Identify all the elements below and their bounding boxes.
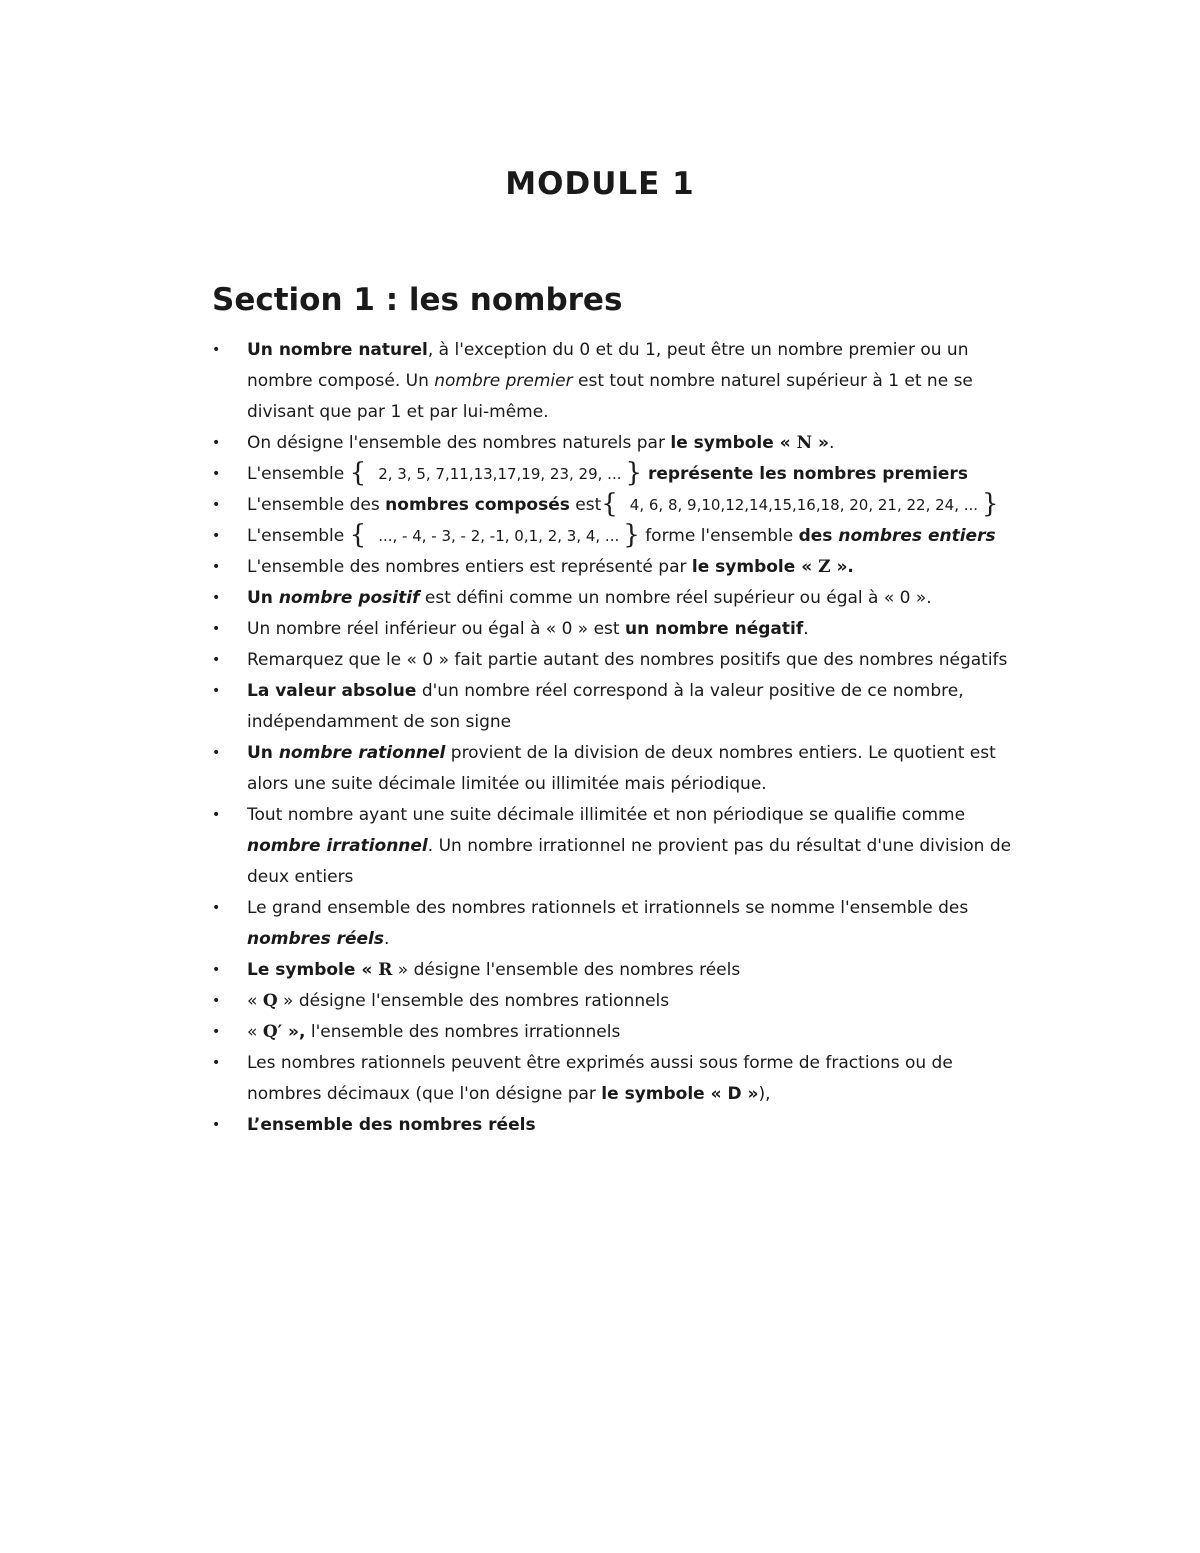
definitions-list — [212, 335, 1032, 1141]
open-brace: { — [601, 489, 618, 519]
list-item: • La valeur absolue d'un nombre réel correspond à la valeur positive de ce nombre, indépendamment de son signe — [212, 676, 1032, 738]
list-item: • Les nombres rationnels peuvent être exprimés aussi sous forme de fractions ou de nombres décimaux (que l'on désigne par le symbole « D »), — [212, 1048, 1032, 1110]
open-brace: { — [349, 458, 367, 488]
set-symbol: Q′ — [262, 1022, 283, 1042]
list-item: • L’ensemble des nombres réels — [212, 1110, 1032, 1141]
set-elements: 2, 3, 5, 7,11,13,17,19, 23, 29, ... — [378, 465, 622, 483]
set-elements: 4, 6, 8, 9,10,12,14,15,16,18, 20, 21, 22, 24, ... — [629, 496, 979, 514]
list-item: • Le grand ensemble des nombres rationnels et irrationnels se nomme l'ensemble des nombres réels. — [212, 893, 1032, 955]
list-item: • L'ensemble des nombres composés est{ 4, 6, 8, 9,10,12,14,15,16,18, 20, 21, 22, 24, ... } — [212, 490, 1032, 521]
set-symbol: N — [796, 433, 813, 453]
set-elements: ..., - 4, - 3, - 2, -1, 0,1, 2, 3, 4, ... — [378, 527, 620, 545]
set-symbol: R — [378, 960, 393, 980]
list-item: • Tout nombre ayant une suite décimale illimitée et non périodique se qualifie comme nombre irrationnel. Un nombre irrationnel ne provient pas du résultat d'une division de deux entiers — [212, 800, 1032, 893]
document-title: MODULE 1 — [505, 166, 695, 202]
close-brace: } — [623, 520, 640, 550]
list-item: • Un nombre naturel, à l'exception du 0 et du 1, peut être un nombre premier ou un nombre composé. Un nombre premier est tout nombre naturel supérieur à 1 et ne se divisant que par 1 et par lui-même. — [212, 335, 1032, 428]
set-symbol: Z — [818, 557, 831, 577]
list-item: • On désigne l'ensemble des nombres naturels par le symbole « N ». — [212, 428, 1032, 459]
list-item: • Le symbole « R » désigne l'ensemble des nombres réels — [212, 955, 1032, 986]
open-brace: { — [349, 520, 367, 550]
list-item: • L'ensemble des nombres entiers est représenté par le symbole « Z ». — [212, 552, 1032, 583]
list-item: • « Q » désigne l'ensemble des nombres rationnels — [212, 986, 1032, 1017]
list-item: • Remarquez que le « 0 » fait partie autant des nombres positifs que des nombres négatifs — [212, 645, 1032, 676]
list-item: • L'ensemble { ..., - 4, - 3, - 2, -1, 0,1, 2, 3, 4, ... } forme l'ensemble des nombres entiers — [212, 521, 1032, 552]
close-brace: } — [625, 458, 643, 488]
list-item: • Un nombre rationnel provient de la division de deux nombres entiers. Le quotient est alors une suite décimale limitée ou illimitée mais périodique. — [212, 738, 1032, 800]
list-item: • L'ensemble { 2, 3, 5, 7,11,13,17,19, 23, 29, ... } représente les nombres premiers — [212, 459, 1032, 490]
list-item: • Un nombre positif est défini comme un nombre réel supérieur ou égal à « 0 ». — [212, 583, 1032, 614]
list-item: • Un nombre réel inférieur ou égal à « 0 » est un nombre négatif. — [212, 614, 1032, 645]
close-brace: } — [982, 489, 999, 519]
list-item: • « Q′ », l'ensemble des nombres irrationnels — [212, 1017, 1032, 1048]
section-title: Section 1 : les nombres — [212, 282, 623, 318]
set-symbol: Q — [262, 991, 278, 1011]
